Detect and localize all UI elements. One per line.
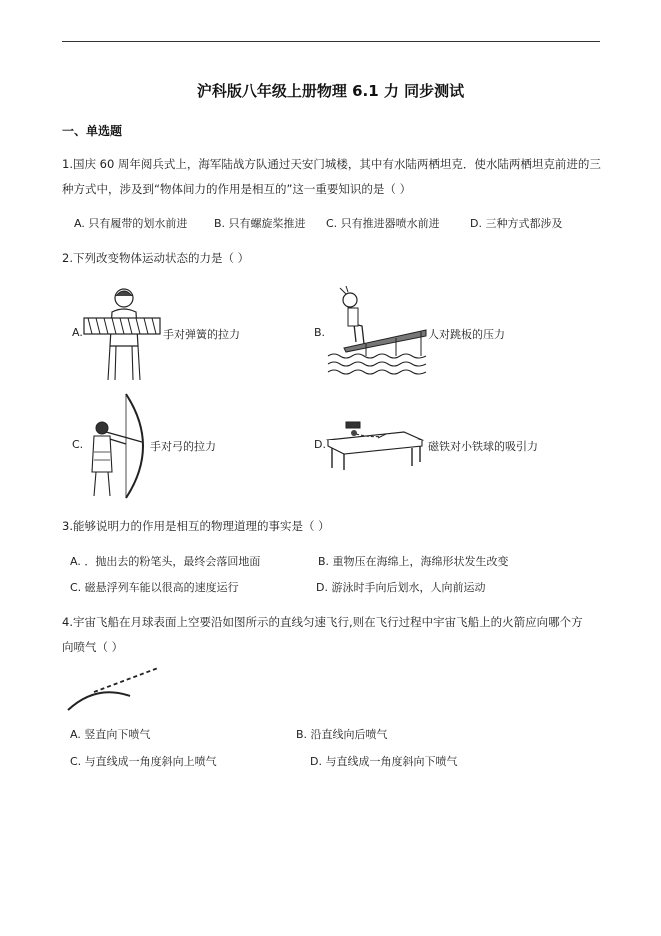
q4-option-b: B. 沿直线向后喷气 — [296, 728, 388, 741]
magnet-table-figure — [322, 418, 426, 470]
q2-option-c-letter: C. — [72, 438, 84, 451]
q2-option-b-caption: 人对跳板的压力 — [428, 328, 505, 341]
q4-option-c: C. 与直线成一角度斜向上喷气 — [70, 755, 217, 768]
q2-stem: 2.下列改变物体运动状态的力是（ ） — [62, 251, 250, 265]
q1-stem-line1: 1.国庆 60 周年阅兵式上，海军陆战方队通过天安门城楼，其中有水陆两栖坦克．使水陆两栖坦克前进的三 — [62, 157, 601, 171]
q1-option-a: A. 只有履带的划水前进 — [74, 217, 188, 230]
q4-stem-line1: 4.宇宙飞船在月球表面上空要沿如图所示的直线匀速飞行,则在飞行过程中宇宙飞船上的火箭应向哪个方 — [62, 615, 583, 629]
q3-option-d: D. 游泳时手向后划水，人向前运动 — [316, 581, 486, 594]
q1-option-b: B. 只有螺旋桨推进 — [214, 217, 306, 230]
moon-trajectory-figure — [66, 666, 162, 714]
q4-option-d: D. 与直线成一角度斜向下喷气 — [310, 755, 458, 768]
q2-option-a-caption: 手对弹簧的拉力 — [163, 328, 240, 341]
q2-option-c-caption: 手对弓的拉力 — [150, 440, 216, 453]
q3-stem: 3.能够说明力的作用是相互的物理道理的事实是（ ） — [62, 519, 330, 533]
spring-person-figure — [82, 286, 162, 382]
page-title: 沪科版八年级上册物理 6.1 力 同步测试 — [196, 82, 465, 100]
q1-option-d: D. 三种方式都涉及 — [470, 217, 563, 230]
q4-option-a: A. 竖直向下喷气 — [70, 728, 151, 741]
q1-option-c: C. 只有推进器喷水前进 — [326, 217, 440, 230]
q3-option-a: A. ．抛出去的粉笔头，最终会落回地面 — [70, 555, 261, 568]
section-heading: 一、单选题 — [62, 124, 123, 138]
q4-stem-line2: 向喷气（ ） — [62, 640, 124, 654]
header-rule — [62, 41, 600, 42]
diver-springboard-figure — [326, 286, 428, 380]
archer-figure — [82, 392, 150, 500]
q3-option-b: B. 重物压在海绵上，海绵形状发生改变 — [318, 555, 509, 568]
q3-option-c: C. 磁悬浮列车能以很高的速度运行 — [70, 581, 239, 594]
q1-stem-line2: 种方式中，涉及到“物体间力的作用是相互的”这一重要知识的是（ ） — [62, 182, 412, 196]
q2-option-b-letter: B. — [314, 326, 326, 339]
q2-option-a-letter: A. — [72, 326, 83, 339]
q2-option-d-letter: D. — [314, 438, 326, 451]
q2-option-d-caption: 磁铁对小铁球的吸引力 — [428, 440, 538, 453]
